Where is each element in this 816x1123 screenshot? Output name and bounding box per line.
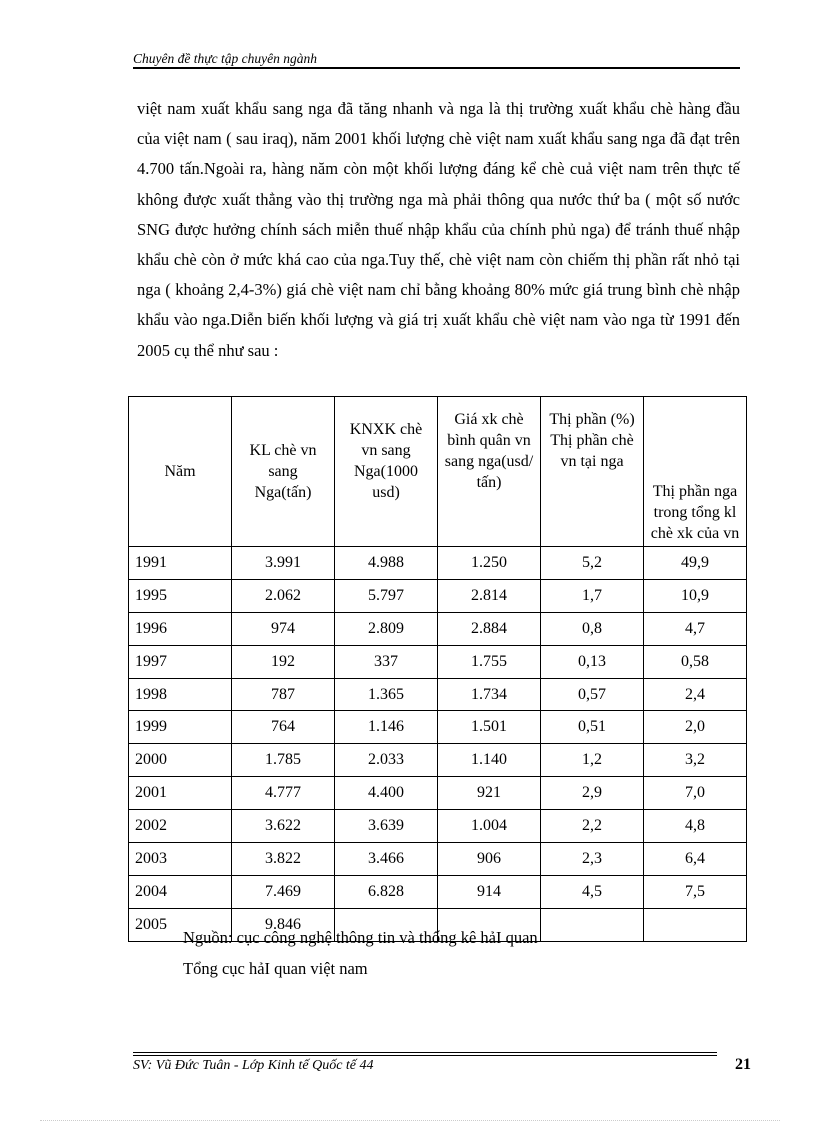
cell-price: 2.814 [438,579,541,612]
table-row [129,678,747,711]
cell-value: 4.400 [335,777,438,810]
cell-volume: 3.822 [232,843,335,876]
page-header: Chuyên đề thực tập chuyên ngành [133,51,317,66]
cell-russia-share: 10,9 [644,579,747,612]
cell-russia-share: 0,58 [644,645,747,678]
table-row [129,547,747,580]
col-header-value: KNXK chè vn sang Nga(1000 usd) [335,397,438,547]
cell-year: 1991 [129,547,232,580]
table-row [129,744,747,777]
cell-russia-share [644,908,747,941]
cell-market-share: 0,51 [541,711,644,744]
cell-value: 6.828 [335,875,438,908]
cell-value: 2.809 [335,612,438,645]
cell-volume: 764 [232,711,335,744]
cell-price: 1.501 [438,711,541,744]
cell-value: 1.365 [335,678,438,711]
table-row [129,843,747,876]
cell-volume: 192 [232,645,335,678]
cell-market-share: 2,2 [541,810,644,843]
cell-year: 2001 [129,777,232,810]
cell-value: 5.797 [335,579,438,612]
col-header-volume: KL chè vn sang Nga(tấn) [232,397,335,547]
col-header-market-share: Thị phần (%) Thị phần chè vn tại nga [541,397,644,547]
source-line-1: Nguồn: cục công nghệ thông tin và thống kê hảI quan [183,928,538,947]
cell-market-share: 0,13 [541,645,644,678]
cell-price: 1.755 [438,645,541,678]
cell-price: 921 [438,777,541,810]
cell-market-share: 5,2 [541,547,644,580]
cell-volume: 3.622 [232,810,335,843]
cell-russia-share: 4,7 [644,612,747,645]
page-number: 21 [735,1056,751,1073]
cell-year: 1996 [129,612,232,645]
cell-volume: 974 [232,612,335,645]
table-row [129,711,747,744]
col-header-price: Giá xk chè bình quân vn sang nga(usd/ tấn) [438,397,541,547]
cell-value: 337 [335,645,438,678]
cell-price: 1.140 [438,744,541,777]
cell-market-share: 2,3 [541,843,644,876]
cell-volume: 787 [232,678,335,711]
table-header-row [129,397,747,547]
cell-year: 2003 [129,843,232,876]
table-row [129,645,747,678]
cell-price: 1.250 [438,547,541,580]
cell-russia-share: 3,2 [644,744,747,777]
cell-volume: 9.846 [232,908,335,941]
footer-rule-2 [133,1055,717,1056]
cell-market-share: 2,9 [541,777,644,810]
table-row [129,612,747,645]
export-table [128,396,747,942]
body-text [137,94,740,366]
cell-year: 2004 [129,875,232,908]
cell-price: 1.734 [438,678,541,711]
cell-price: 1.004 [438,810,541,843]
cell-value: 3.466 [335,843,438,876]
page-footer: SV: Vũ Đức Tuân - Lớp Kinh tế Quốc tế 44 [133,1058,374,1073]
cell-market-share: 1,7 [541,579,644,612]
cell-year: 2005 [129,908,232,941]
cell-price: 906 [438,843,541,876]
cell-year: 1997 [129,645,232,678]
cell-year: 2002 [129,810,232,843]
cell-volume: 4.777 [232,777,335,810]
cell-market-share: 0,8 [541,612,644,645]
body-paragraph: việt nam xuất khẩu sang nga đã tăng nhanh và nga là thị trường xuất khẩu chè hàng đầu của việt nam ( sau iraq), năm 2001 khối lượng chè việt nam xuất khẩu sang nga đã đạt trên 4.700 tấn.Ngoài ra, hàng năm còn một khối lượng đáng kể chè cuả việt nam trên thực tế không được xuất thẳng vào thị trường nga mà phải thông qua nước thứ ba ( một số nước SNG được hưởng chính sách miễn thuế nhập khẩu của chính phủ nga) để tránh thuế nhập khẩu chè còn ở mức khá cao của nga.Tuy thế, chè việt nam còn chiếm thị phần rất nhỏ tại nga ( khoảng 2,4-3%) giá chè việt nam chỉ bằng khoảng 80% mức giá trung bình chè nhập khẩu vào nga.Diễn biến khối lượng và giá trị xuất khẩu chè việt nam vào nga từ 1991 đến 2005 cụ thể như sau : [137,99,740,360]
header-rule [133,67,740,69]
cell-market-share: 0,57 [541,678,644,711]
source-note [183,922,538,984]
page-edge-dots [40,1120,780,1121]
cell-year: 2000 [129,744,232,777]
cell-market-share: 1,2 [541,744,644,777]
cell-year: 1999 [129,711,232,744]
table-row [129,777,747,810]
cell-market-share: 4,5 [541,875,644,908]
table-row [129,810,747,843]
cell-price: 914 [438,875,541,908]
cell-year: 1995 [129,579,232,612]
cell-price: 2.884 [438,612,541,645]
cell-value: 2.033 [335,744,438,777]
cell-russia-share: 6,4 [644,843,747,876]
cell-market-share [541,908,644,941]
cell-russia-share: 2,0 [644,711,747,744]
cell-russia-share: 4,8 [644,810,747,843]
cell-russia-share: 7,5 [644,875,747,908]
cell-volume: 3.991 [232,547,335,580]
cell-russia-share: 2,4 [644,678,747,711]
cell-value: 3.639 [335,810,438,843]
col-header-russia-share: Thị phần nga trong tổng kl chè xk của vn [644,397,747,547]
cell-volume: 1.785 [232,744,335,777]
cell-year: 1998 [129,678,232,711]
cell-russia-share: 7,0 [644,777,747,810]
cell-value: 4.988 [335,547,438,580]
cell-volume: 2.062 [232,579,335,612]
table-row [129,875,747,908]
source-line-2: Tổng cục hảI quan việt nam [183,959,368,978]
cell-russia-share: 49,9 [644,547,747,580]
table-row [129,579,747,612]
cell-value: 1.146 [335,711,438,744]
cell-volume: 7.469 [232,875,335,908]
col-header-year: Năm [129,397,232,547]
footer-rule [133,1052,717,1053]
